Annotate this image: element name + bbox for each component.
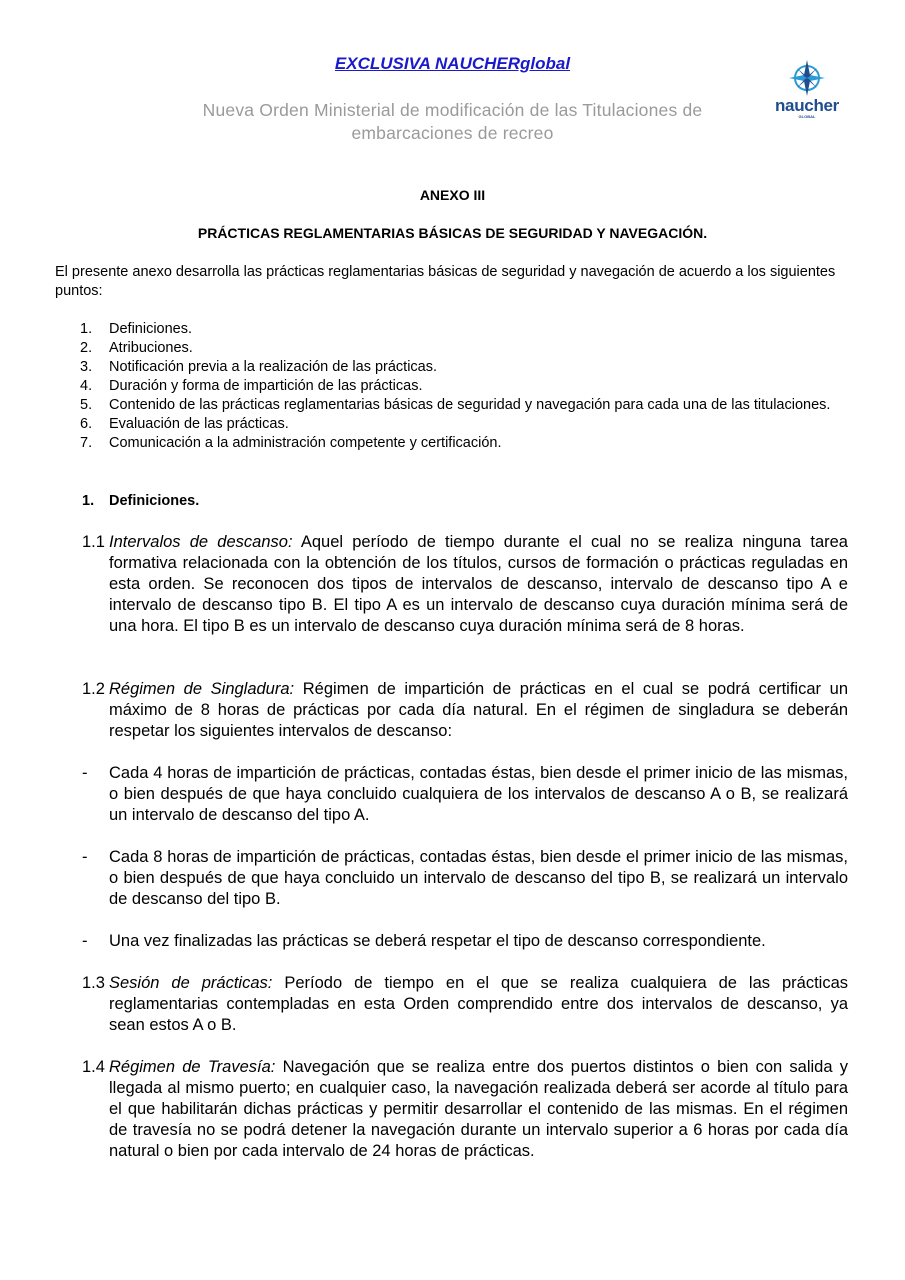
- bullet-item: [82, 931, 848, 952]
- intro-paragraph: El presente anexo desarrolla las prácticas reglamentarias básicas de seguridad y navegación de acuerdo a los siguientes puntos:: [55, 264, 836, 299]
- toc-item: [80, 358, 850, 377]
- toc-text: Notificación previa a la realización de las prácticas.: [109, 359, 438, 375]
- definition-item: [82, 1057, 848, 1162]
- bullet-item: [82, 847, 848, 910]
- item-number: 1.3: [82, 974, 105, 992]
- toc-text: Contenido de las prácticas reglamentarias básicas de seguridad y navegación para cada una de las titulaciones.: [109, 397, 831, 413]
- toc-item: [80, 339, 850, 358]
- item-body: Aquel período de tiempo durante el cual no se realiza ninguna tarea formativa relacionada con la obtención de los títulos, cursos de formación o prácticas reguladas en esta orden. Se reconocen dos tipos de intervalos de descanso, intervalo de descanso tipo A e intervalo de descanso tipo B. El tipo A es un intervalo de descanso cuya duración mínima será de una hora. El tipo B es un intervalo de descanso cuya duración mínima será de 8 horas.: [109, 533, 848, 635]
- heading-text: Definiciones.: [109, 493, 200, 509]
- item-term: Sesión de prácticas:: [109, 974, 273, 992]
- item-term: Intervalos de descanso:: [109, 533, 293, 551]
- item-number: 1.2: [82, 680, 105, 698]
- item-number: 1.4: [82, 1058, 105, 1076]
- toc-number: 3.: [80, 359, 93, 375]
- definition-item: [82, 532, 848, 637]
- toc-text: Atribuciones.: [109, 340, 193, 356]
- toc-item: [80, 415, 850, 434]
- item-body: Régimen de impartición de prácticas en el cual se podrá certificar un máximo de 8 horas de prácticas por cada día natural. En el régimen de singladura se deberán respetar los siguientes intervalos de descanso:: [109, 680, 848, 740]
- annex-title: ANEXO III: [419, 187, 486, 203]
- bullet-item: [82, 763, 848, 826]
- item-term: Régimen de Singladura:: [109, 680, 295, 698]
- item-text: [109, 679, 848, 742]
- item-number: 1.1: [82, 533, 105, 551]
- item-body: Navegación que se realiza entre dos puertos distintos o bien con salida y llegada al mismo puerto; en cualquier caso, la navegación realizada deberá ser acorde al título para el que habilitarán dichas prácticas y permitir desarrollar el contenido de las mismas. En el régimen de travesía no se podrá detener la navegación durante un intervalo superior a 6 horas por cada día natural o bien por cada intervalo de 24 horas de prácticas.: [109, 1058, 848, 1160]
- item-body: Período de tiempo en el que se realiza cualquiera de las prácticas reglamentarias contempladas en esta Orden comprendido entre dos intervalos de descanso, ya sean estos A o B.: [109, 974, 848, 1034]
- toc-item: [80, 434, 850, 453]
- item-text: [109, 1057, 848, 1162]
- toc-item: [80, 377, 850, 396]
- toc-item: [80, 320, 850, 339]
- item-body: Cada 4 horas de impartición de prácticas, contadas éstas, bien desde el primer inicio de las mismas, o bien después de que haya concluido cualquiera de los intervalos de descanso A o B, se realizará un intervalo de descanso del tipo A.: [109, 764, 848, 824]
- toc-number: 5.: [80, 397, 93, 413]
- compass-rose-icon: [762, 58, 852, 98]
- definition-item: [82, 679, 848, 742]
- exclusive-link[interactable]: EXCLUSIVA NAUCHERglobal: [334, 54, 571, 73]
- toc-number: 7.: [80, 435, 93, 451]
- item-body: Cada 8 horas de impartición de prácticas, contadas éstas, bien desde el primer inicio de las mismas, o bien después de que haya concluido un intervalo de descanso del tipo B, se realizará un intervalo de descanso del tipo B.: [109, 848, 848, 908]
- naucher-logo: [762, 58, 852, 124]
- toc-item: [80, 396, 850, 415]
- bullet-marker: -: [82, 932, 88, 950]
- document-subtitle: Nueva Orden Ministerial de modificación de las Titulaciones de embarcaciones de recreo: [202, 100, 703, 143]
- item-text: [109, 973, 848, 1036]
- bullet-marker: -: [82, 848, 88, 866]
- toc-text: Comunicación a la administración competente y certificación.: [109, 435, 502, 451]
- logo-wordmark: naucher: [774, 96, 840, 115]
- section-heading: PRÁCTICAS REGLAMENTARIAS BÁSICAS DE SEGURIDAD Y NAVEGACIÓN.: [197, 225, 708, 241]
- item-term: Régimen de Travesía:: [109, 1058, 276, 1076]
- table-of-contents: [80, 320, 850, 453]
- item-text: [109, 532, 848, 637]
- bullet-marker: -: [82, 764, 88, 782]
- item-body: Una vez finalizadas las prácticas se deberá respetar el tipo de descanso correspondiente.: [109, 932, 766, 950]
- toc-text: Duración y forma de impartición de las prácticas.: [109, 378, 423, 394]
- toc-number: 4.: [80, 378, 93, 394]
- toc-text: Definiciones.: [109, 321, 193, 337]
- heading-number: 1.: [82, 493, 95, 509]
- toc-number: 1.: [80, 321, 93, 337]
- logo-subtext: GLOBAL: [798, 114, 816, 119]
- toc-number: 2.: [80, 340, 93, 356]
- definition-item: [82, 973, 848, 1036]
- toc-number: 6.: [80, 416, 93, 432]
- toc-text: Evaluación de las prácticas.: [109, 416, 289, 432]
- definitions-heading: [82, 493, 199, 509]
